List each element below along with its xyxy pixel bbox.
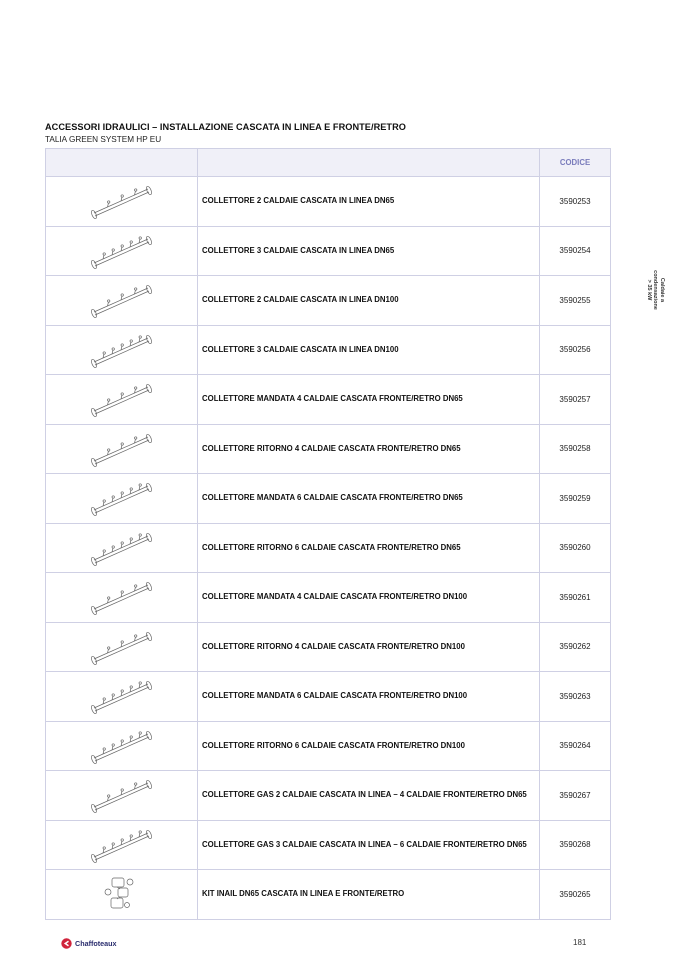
product-drawing-icon: [82, 328, 162, 372]
table-row: [46, 523, 611, 573]
brand-logo: [61, 936, 117, 950]
table-row: [46, 325, 611, 375]
product-image: [46, 226, 198, 276]
product-drawing-icon: [82, 575, 162, 619]
product-description: COLLETTORE RITORNO 4 CALDAIE CASCATA FRONTE/RETRO DN100: [198, 622, 540, 672]
product-code: 3590261: [540, 573, 611, 623]
product-image: [46, 474, 198, 524]
product-drawing-icon: [82, 625, 162, 669]
product-code: 3590262: [540, 622, 611, 672]
product-drawing-icon: [82, 823, 162, 867]
accessories-table: [45, 148, 611, 920]
product-code: 3590256: [540, 325, 611, 375]
table-row: [46, 177, 611, 227]
product-description: COLLETTORE RITORNO 6 CALDAIE CASCATA FRONTE/RETRO DN100: [198, 721, 540, 771]
table-row: [46, 672, 611, 722]
product-code: 3590268: [540, 820, 611, 870]
table-row: [46, 375, 611, 425]
side-tab-line3: > 35 kW: [645, 279, 652, 301]
product-description: COLLETTORE RITORNO 4 CALDAIE CASCATA FRONTE/RETRO DN65: [198, 424, 540, 474]
table-row: [46, 474, 611, 524]
table-row: [46, 424, 611, 474]
product-drawing-icon: [82, 773, 162, 817]
product-description: COLLETTORE RITORNO 6 CALDAIE CASCATA FRONTE/RETRO DN65: [198, 523, 540, 573]
product-code: 3590253: [540, 177, 611, 227]
header-code: CODICE: [540, 149, 611, 177]
table-header-row: [46, 149, 611, 177]
product-description: COLLETTORE 3 CALDAIE CASCATA IN LINEA DN100: [198, 325, 540, 375]
product-image: [46, 622, 198, 672]
product-image: [46, 820, 198, 870]
product-image: [46, 721, 198, 771]
product-code: 3590260: [540, 523, 611, 573]
side-tab-line1: Caldaie a: [658, 277, 665, 303]
product-description: COLLETTORE GAS 2 CALDAIE CASCATA IN LINEA – 4 CALDAIE FRONTE/RETRO DN65: [198, 771, 540, 821]
product-drawing-icon: [82, 872, 162, 916]
table-row: [46, 276, 611, 326]
product-code: 3590258: [540, 424, 611, 474]
product-code: 3590265: [540, 870, 611, 920]
product-image: [46, 325, 198, 375]
table-row: [46, 721, 611, 771]
page-number: 181: [573, 938, 587, 947]
product-drawing-icon: [82, 427, 162, 471]
product-code: 3590254: [540, 226, 611, 276]
brand-name: Chaffoteaux: [75, 938, 117, 948]
product-image: [46, 870, 198, 920]
product-image: [46, 523, 198, 573]
table-row: [46, 622, 611, 672]
product-description: COLLETTORE MANDATA 4 CALDAIE CASCATA FRONTE/RETRO DN100: [198, 573, 540, 623]
product-description: COLLETTORE MANDATA 6 CALDAIE CASCATA FRONTE/RETRO DN100: [198, 672, 540, 722]
product-drawing-icon: [82, 179, 162, 223]
product-drawing-icon: [82, 278, 162, 322]
product-description: COLLETTORE GAS 3 CALDAIE CASCATA IN LINEA – 6 CALDAIE FRONTE/RETRO DN65: [198, 820, 540, 870]
product-image: [46, 424, 198, 474]
product-drawing-icon: [82, 526, 162, 570]
table-row: [46, 870, 611, 920]
product-code: 3590267: [540, 771, 611, 821]
product-code: 3590257: [540, 375, 611, 425]
header-image: [46, 149, 198, 177]
side-category-tab: [640, 268, 670, 313]
product-code: 3590259: [540, 474, 611, 524]
product-image: [46, 375, 198, 425]
product-code: 3590263: [540, 672, 611, 722]
product-drawing-icon: [82, 377, 162, 421]
header-description: [198, 149, 540, 177]
product-description: COLLETTORE MANDATA 4 CALDAIE CASCATA FRONTE/RETRO DN65: [198, 375, 540, 425]
table-row: [46, 771, 611, 821]
brand-logo-icon: [61, 938, 72, 949]
product-image: [46, 672, 198, 722]
product-description: COLLETTORE 2 CALDAIE CASCATA IN LINEA DN65: [198, 177, 540, 227]
table-row: [46, 573, 611, 623]
product-drawing-icon: [82, 674, 162, 718]
product-image: [46, 177, 198, 227]
product-image: [46, 771, 198, 821]
product-drawing-icon: [82, 229, 162, 273]
section-title: ACCESSORI IDRAULICI – INSTALLAZIONE CASCATA IN LINEA E FRONTE/RETRO: [45, 122, 406, 132]
product-image: [46, 573, 198, 623]
product-description: COLLETTORE 3 CALDAIE CASCATA IN LINEA DN65: [198, 226, 540, 276]
table-row: [46, 820, 611, 870]
product-code: 3590264: [540, 721, 611, 771]
table-row: [46, 226, 611, 276]
product-drawing-icon: [82, 724, 162, 768]
product-description: COLLETTORE 2 CALDAIE CASCATA IN LINEA DN100: [198, 276, 540, 326]
product-image: [46, 276, 198, 326]
product-description: COLLETTORE MANDATA 6 CALDAIE CASCATA FRONTE/RETRO DN65: [198, 474, 540, 524]
product-drawing-icon: [82, 476, 162, 520]
section-subtitle: TALIA GREEN SYSTEM HP EU: [45, 135, 162, 144]
product-description: KIT INAIL DN65 CASCATA IN LINEA E FRONTE/RETRO: [198, 870, 540, 920]
product-code: 3590255: [540, 276, 611, 326]
side-tab-line2: condensazione: [652, 270, 659, 310]
